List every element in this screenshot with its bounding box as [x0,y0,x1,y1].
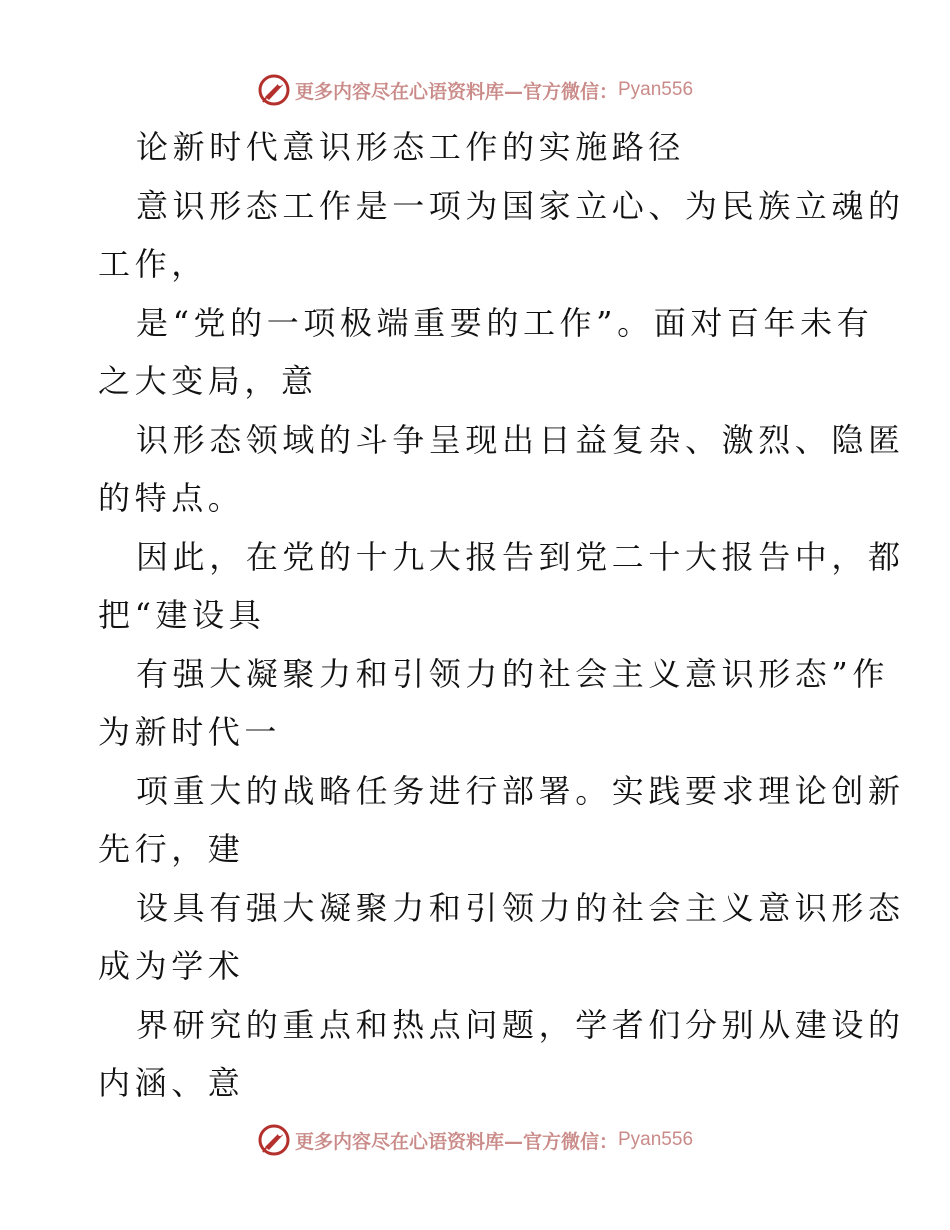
document-title: 论新时代意识形态工作的实施路径 [136,128,686,166]
paragraph-line: 是“党的一项极端重要的工作”。面对百年未有 [136,303,874,342]
quill-pen-logo-icon [257,1123,291,1157]
paragraph-line: 设具有强大凝聚力和引领力的社会主义意识形态 [136,888,905,927]
paragraph-line: 先行，建 [98,830,245,868]
header-watermark [0,70,950,110]
paragraph-line: 之大变局，意 [98,362,318,400]
paragraph-line: 意识形态工作是一项为国家立心、为民族立魂的 [136,186,905,225]
footer-watermark [0,1120,950,1160]
paragraph-line: 把“建设具 [98,596,266,634]
paragraph-line: 界研究的重点和热点问题，学者们分别从建设的 [136,1005,905,1044]
watermark-wechat-id: Pyan556 [618,79,694,100]
paragraph-line: 的特点。 [98,479,245,517]
paragraph-line: 有强大凝聚力和引领力的社会主义意识形态”作 [136,654,889,693]
paragraph-line: 识形态领域的斗争呈现出日益复杂、激烈、隐匿 [136,420,905,459]
paragraph-line: 项重大的战略任务进行部署。实践要求理论创新 [136,771,905,810]
document-body [98,118,905,1113]
watermark-text: 更多内容尽在心语资料库—官方微信： [294,1130,618,1153]
paragraph-line: 工作， [98,245,208,283]
paragraph-line: 为新时代一 [98,713,282,751]
watermark-wechat-id: Pyan556 [618,1129,694,1150]
paragraph-line: 因此，在党的十九大报告到党二十大报告中，都 [136,537,905,576]
watermark-text: 更多内容尽在心语资料库—官方微信： [294,80,618,103]
paragraph-line: 内涵、意 [98,1064,245,1102]
paragraph-line: 成为学术 [98,947,245,985]
quill-pen-logo-icon [257,73,291,107]
